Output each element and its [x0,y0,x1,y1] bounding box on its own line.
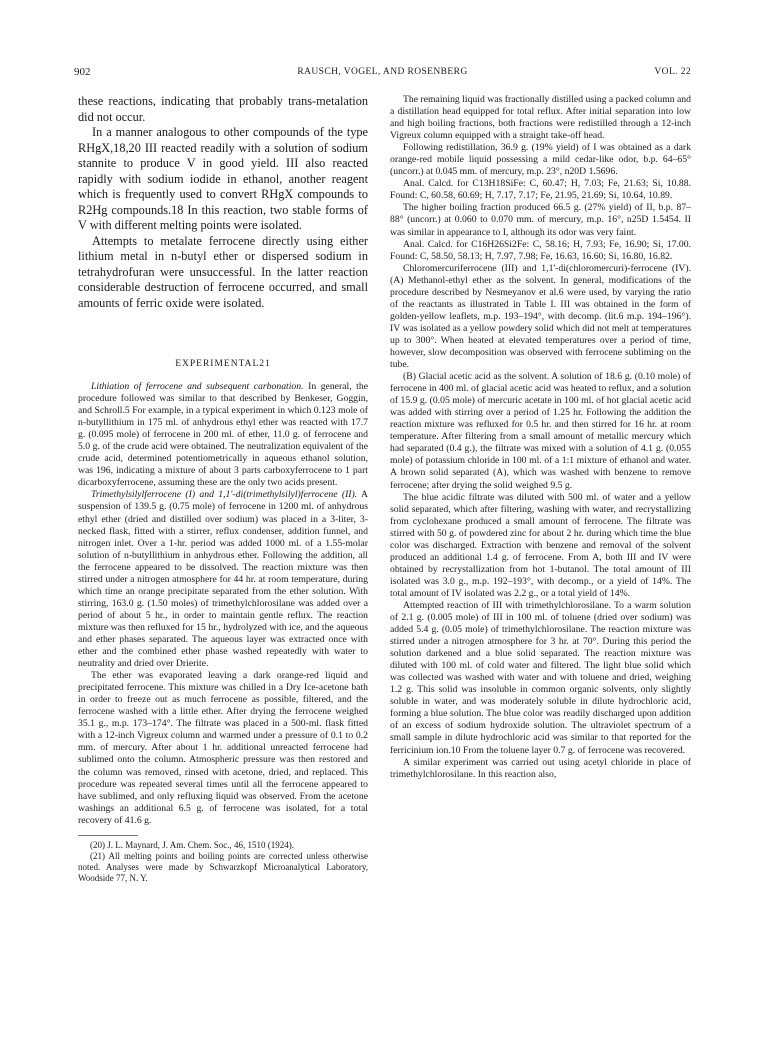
running-head: RAUSCH, VOGEL, AND ROSENBERG [297,67,468,77]
paragraph-body: In general, the procedure followed was similar to that described by Benkeser, Goggin, and Schroll.5 For example, in a typical experiment in which 0.123 mole of n-butyllithium in 175 ml. of anhydrous ethyl ether was reacted with 17.7 g. (0.095 mole) of ferrocene in 200 ml. of ether, 11.0 g. of ferrocene and 5.0 g. of the crude acid were obtained. The neutralization equivalent of the crude acid, determined potentiometrically in aqueous ethanol solution, was 196, indicating a mixture of about 3 parts carboxyferrocene to 1 part dicarboxyferrocene, assuming these are the only two acids present. [78,381,368,489]
paragraph [78,489,368,670]
paragraph: The ether was evaporated leaving a dark orange-red liquid and precipitated ferrocene. This mixture was chilled in a Dry Ice-acetone bath in order to freeze out as much ferrocene as possible, filtered, and the ferrocene washed with a little ether. After drying the ferrocene weighed 35.1 g., m.p. 173–174°. The filtrate was placed in a 500-ml. flask fitted with a 12-inch Vigreux column and warmed under a pressure of 0.1 to 0.2 mm. of mercury. After about 1 hr. additional unreacted ferrocene had sublimed onto the column. Atmospheric pressure was then restored and the column was removed, rinsed with acetone, dried, and replaced. This procedure was repeated several times until all the ferrocene appeared to have sublimed, and only refluxing liquid was observed. From the acetone washings an additional 6.5 g. of ferrocene was isolated, for a total recovery of 41.6 g. [78,670,368,826]
run-in-heading: Trimethylsilylferrocene (I) and 1,1'-di(trimethylsilyl)ferrocene (II). [91,489,358,501]
analysis: Anal. Calcd. for C13H18SiFe: C, 60.47; H, 7.03; Fe, 21.63; Si, 10.88. Found: C, 60.58, 60.69; H, 7.17, 7.17; Fe, 21.95, 21.69; Si, 10.64, 10.89. [390,178,691,202]
paragraph [78,381,368,489]
paragraph: Chloromercuriferrocene (III) and 1,1'-di(chloromercuri)-ferrocene (IV). (A) Methanol-ethyl ether as the solvent. In general, modifications of the procedure described by Nesmeyanov et al.6 were used, by varying the ratio of the reactants as illustrated in Table I. III was obtained in the form of golden-yellow leaflets, m.p. 193–194°, with decomp. (lit.6 m.p. 194–196°). IV was isolated as a yellow powdery solid which did not melt at temperatures up to 300°. When heated at elevated temperatures over a period of time, however, slow decomposition was observed with ferrocene subliming on the tube. [390,262,691,371]
page-number: 902 [74,66,91,78]
page-header [74,66,691,82]
paragraph: Following redistillation, 36.9 g. (19% yield) of I was obtained as a dark orange-red mobile liquid possessing a mild cedar-like odor, b.p. 64–65° (uncorr.) at 0.045 mm. of mercury, m.p. 23°, n20D 1.5696. [390,142,691,178]
footnote-rule [78,835,138,836]
paragraph: Attempted reaction of III with trimethylchlorosilane. To a warm solution of 2.1 g. (0.005 mole) of III in 100 ml. of toluene (dried over sodium) was added 5.4 g. (0.05 mole) of trimethylchlorosilane. The reaction mixture was stirred under a nitrogen atmosphere for 3 hr. at 70°. During this period the solution darkened and a blue solid separated. The reaction mixture was diluted with 100 ml. of cold water and filtered. The light blue solid which was collected was washed with water and with toluene and dried, weighing 1.2 g. This solid was insoluble in common organic solvents, only slightly soluble in water, and was moderately soluble in dilute hydrochloric acid, forming a blue solution. The blue color was readily discharged upon addition of an excess of sodium hydroxide solution. The ultraviolet spectrum of a small sample in dilute hydrochloric acid was similar to that reported for the ferricinium ion.10 From the toluene layer 0.7 g. of ferrocene was recovered. [390,599,691,756]
volume-label: VOL. 22 [654,67,691,77]
paragraph: A similar experiment was carried out using acetyl chloride in place of trimethylchlorosilane. In this reaction also, [390,756,691,780]
paragraph: In a manner analogous to other compounds of the type RHgX,18,20 III reacted readily with a solution of sodium stannite to produce V in good yield. III also reacted rapidly with sodium iodide in ethanol, another reagent which is frequently used to convert RHgX compounds to R2Hg compounds.18 In this reaction, two stable forms of V with different melting points were isolated. [78,125,368,232]
paragraph: The remaining liquid was fractionally distilled using a packed column and a distillation head equipped for total reflux. After initial separation into low and high boiling fractions, both fractions were redistilled through a 12-inch Vigreux column equipped with a straight take-off head. [390,94,691,142]
analysis: Anal. Calcd. for C16H26Si2Fe: C, 58.16; H, 7.93; Fe, 16.90; Si, 17.00. Found: C, 58.50, 58.13; H, 7.97, 7.98; Fe, 16.63, 16.60; Si, 16.80, 16.82. [390,238,691,262]
run-in-heading: Lithiation of ferrocene and subsequent carbonation. [91,381,304,392]
paragraph: these reactions, indicating that probably trans-metalation did not occur. [78,94,368,124]
left-column [78,94,368,885]
paragraph: The blue acidic filtrate was diluted with 500 ml. of water and a yellow solid separated, which after filtering, washing with water, and recrystallizing from cyclohexane produced a small amount of ferrocene. The filtrate was stirred with 50 g. of powdered zinc for about 2 hr. during which time the blue color was discharged. Extraction with benzene and removal of the solvent produced an additional 1.4 g. of ferrocene. From A, both III and IV were obtained by recrystallization from hot 1-butanol. The total amount of III isolated was 3.0 g., m.p. 192–193°, with decomp., or a yield of 14%. The total amount of IV isolated was 2.2 g., or a total yield of 14%. [390,491,691,599]
paragraph-body: A suspension of 139.5 g. (0.75 mole) of ferrocene in 1200 ml. of anhydrous ethyl ether (dried and distilled over sodium) was placed in a 3-liter, 3-necked flask, fitted with a stirrer, reflux condenser, addition funnel, and nitrogen inlet. Over a 1-hr. period was added 1000 ml. of a 1.55-molar solution of n-butyllithium in anhydrous ether. Following the addition, all the ferrocene appeared to be dissolved. The reaction mixture was then stirred under a nitrogen atmosphere for 44 hr. at room temperature, during which time an orange precipitate separated from the ether solution. With stirring, 163.0 g. (1.50 moles) of trimethylchlorosilane was added over a period of about 5 hr., in order to maintain gentle reflux. The reaction mixture was then refluxed for 15 hr., hydrolyzed with ice, and the aqueous and ether phases separated. The aqueous layer was extracted once with ether and the combined ether phase washed repeatedly with water to neutrality and dried over Drierite. [78,489,368,670]
paragraph: The higher boiling fraction produced 66.5 g. (27% yield) of II, b.p. 87–88° (uncorr.) at 0.060 to 0.070 mm. of mercury, m.p. 16°, n25D 1.5454. II was similar in appearance to I, although its odor was very faint. [390,202,691,238]
footnote: (21) All melting points and boiling points are corrected unless otherwise noted. Analyses were made by Schwarzkopf Microanalytical Laboratory, Woodside 77, N. Y. [78,850,368,884]
intro-text [78,94,368,311]
section-heading: EXPERIMENTAL21 [175,359,271,369]
paragraph: (B) Glacial acetic acid as the solvent. A solution of 18.6 g. (0.10 mole) of ferrocene in 400 ml. of glacial acetic acid was heated to reflux, and a solution of 15.9 g. (0.05 mole) of mercuric acetate in 100 ml. of hot glacial acetic acid was added with stirring over a period of 1.25 hr. Following the addition the reaction mixture was refluxed for 0.5 hr. and then stirred for 16 hr. at room temperature. After filtering from a small amount of metallic mercury which had separated (0.4 g.), the filtrate was mixed with a solution of 4.1 g. (0.055 mole) of potassium chloride in 100 ml. of a 1:1 mixture of ethanol and water. A brown solid separated (A), which was washed with benzene to remove ferrocene; after drying the solid weighed 9.5 g. [390,371,691,491]
footnote: (20) J. L. Maynard, J. Am. Chem. Soc., 46, 1510 (1924). [90,839,294,850]
paragraph: Attempts to metalate ferrocene directly using either lithium metal in n-butyl ether or dispersed sodium in tetrahydrofuran were unsuccessful. In the latter reaction considerable destruction of ferrocene occurred, and small amounts of ferric oxide were isolated. [78,233,368,310]
right-column [390,94,691,781]
